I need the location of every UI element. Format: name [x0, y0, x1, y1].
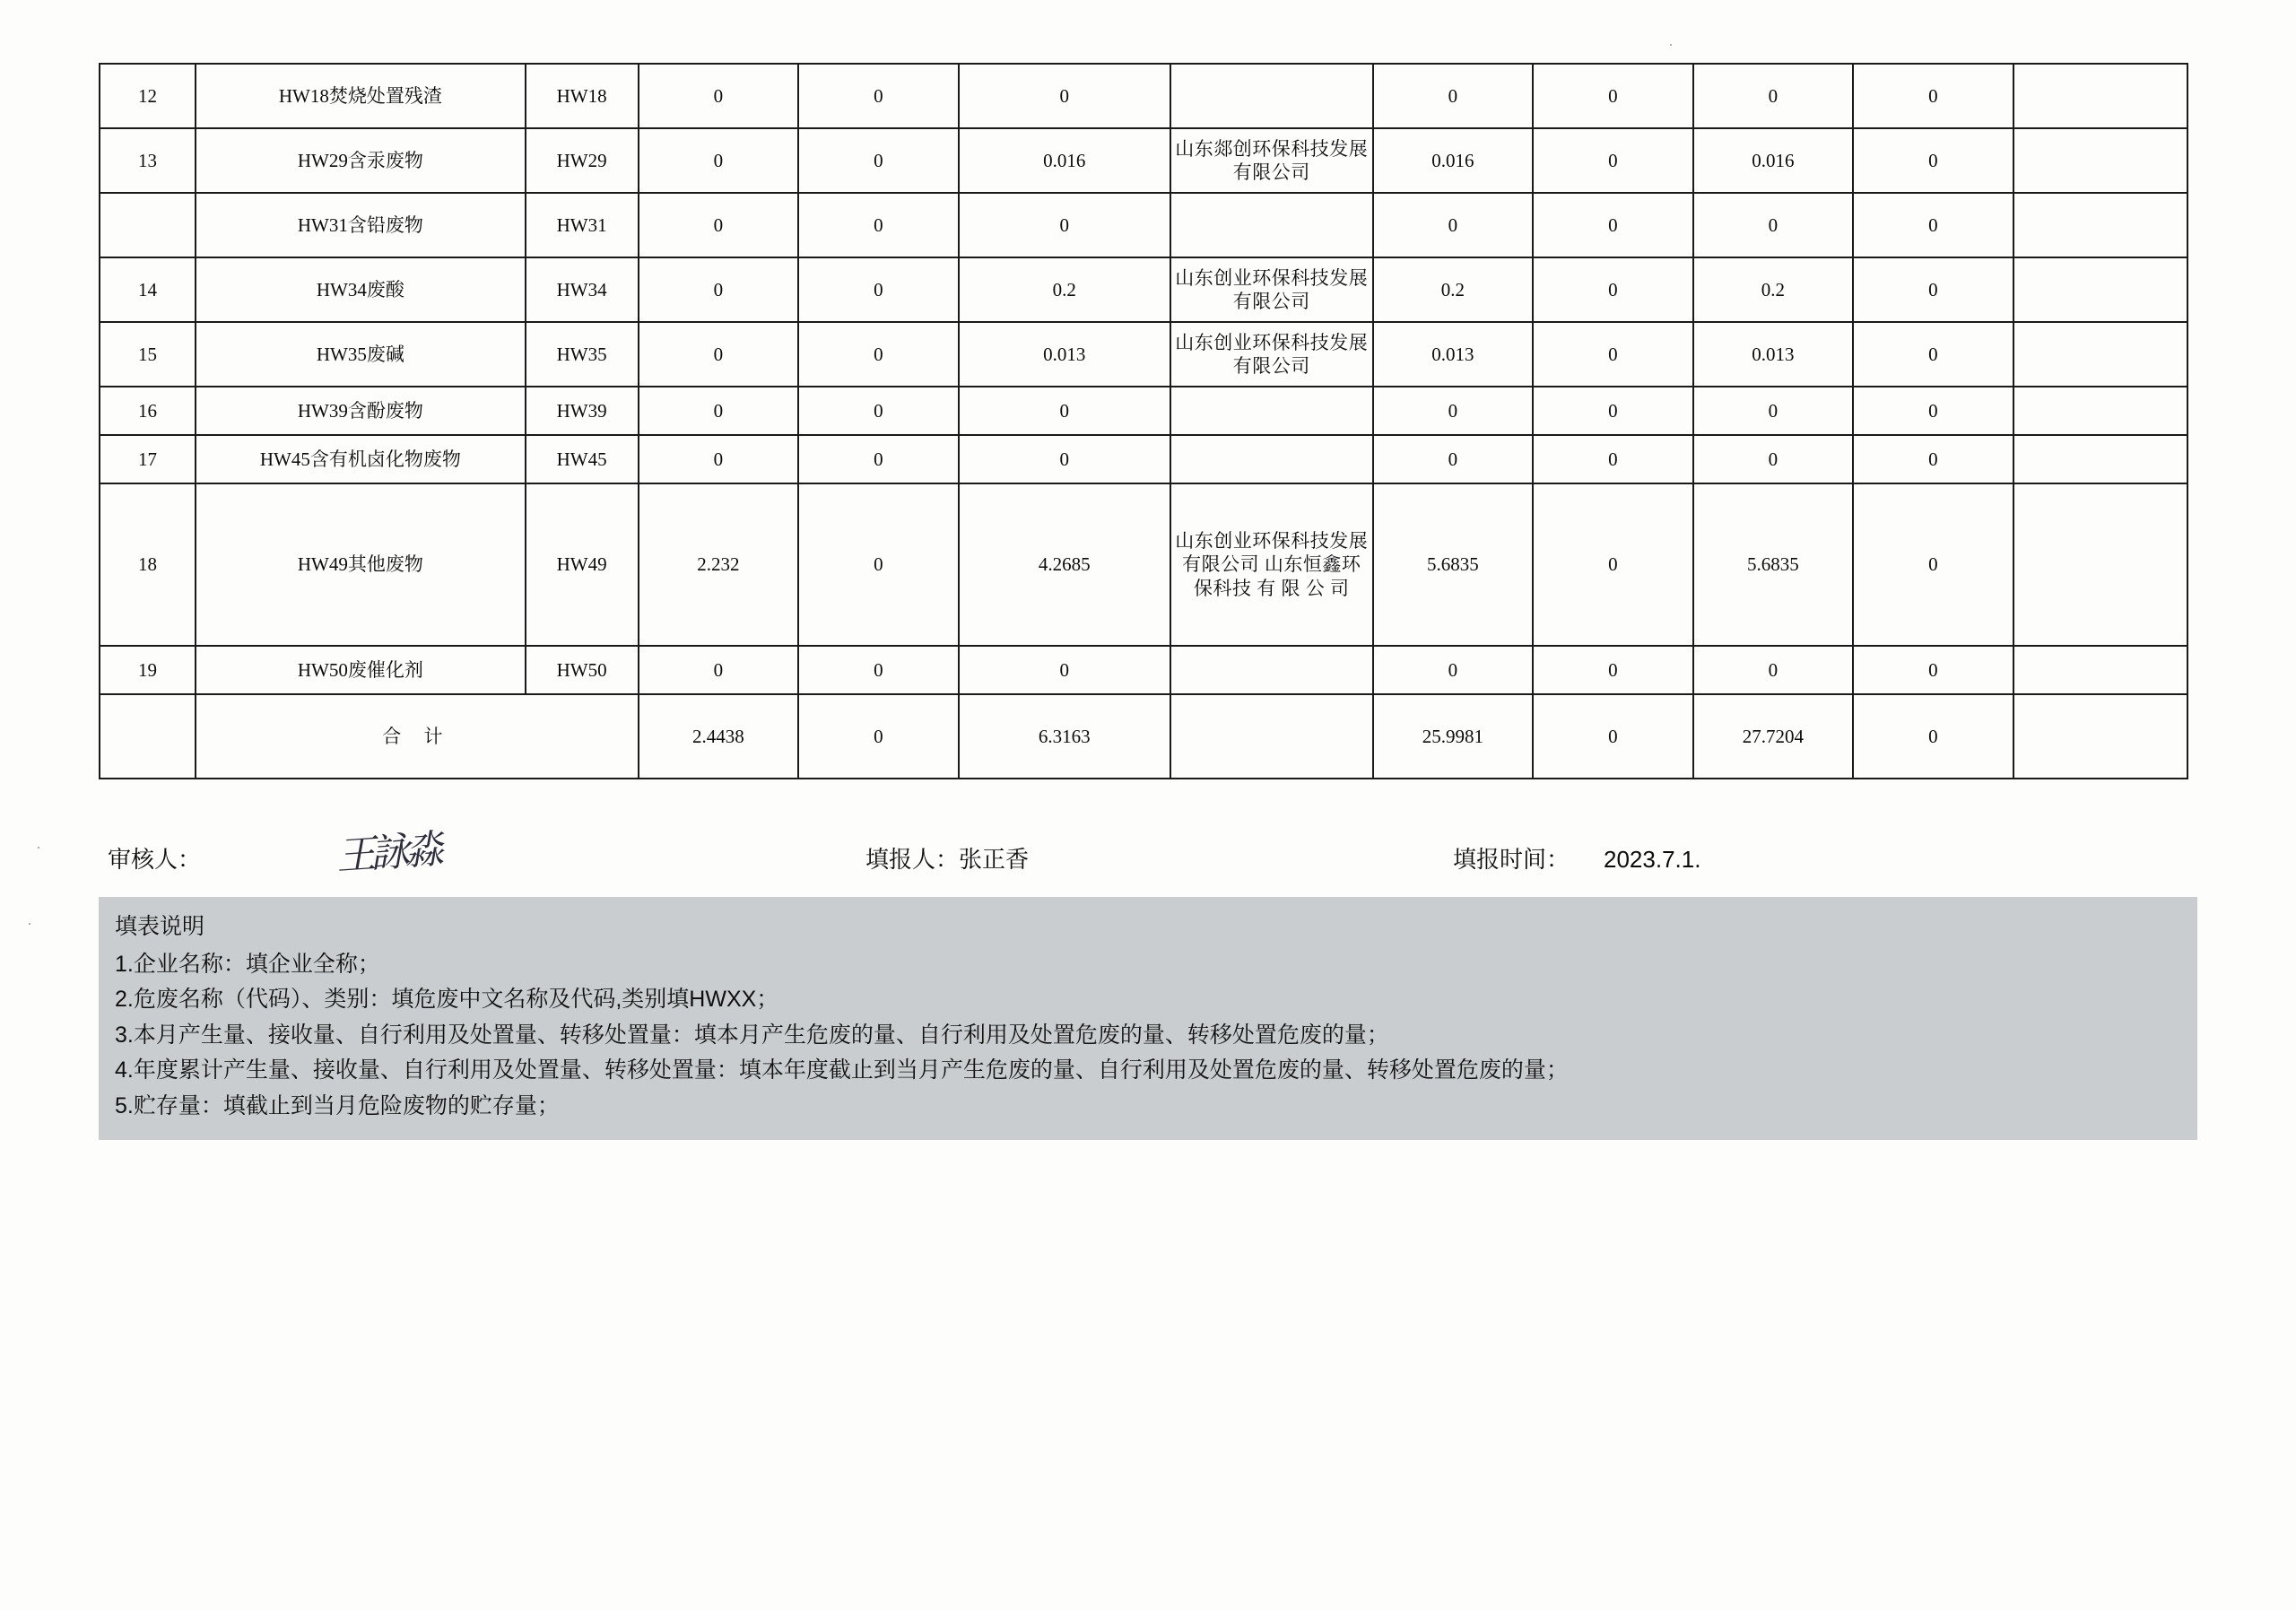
month-transferred: 0.016 — [959, 128, 1170, 193]
month-received: 0 — [798, 64, 959, 128]
scan-speckle: · — [27, 915, 32, 933]
year-transferred: 0 — [1693, 387, 1854, 435]
year-generated: 0 — [1373, 387, 1534, 435]
waste-name: HW45含有机卤化物废物 — [196, 435, 526, 483]
waste-code: HW45 — [526, 435, 639, 483]
year-generated: 0 — [1373, 64, 1534, 128]
hazardous-waste-table-wrapper — [99, 63, 2188, 779]
month-received: 0 — [798, 483, 959, 646]
waste-name: HW50废催化剂 — [196, 646, 526, 694]
submit-date-value: 2023.7.1. — [1604, 846, 1701, 873]
year-received: 0 — [1533, 128, 1693, 193]
month-generated: 0 — [639, 64, 799, 128]
auditor-signature-handwriting: 王詠淼 — [335, 826, 440, 880]
year-received: 0 — [1533, 435, 1693, 483]
receiving-organization — [1170, 646, 1373, 694]
receiving-organization: 山东创业环保科技发展有限公司 山东恒鑫环保科技 有 限 公 司 — [1170, 483, 1373, 646]
remark-cell — [2013, 646, 2187, 694]
storage-amount: 0 — [1853, 387, 2013, 435]
month-generated: 0 — [639, 435, 799, 483]
waste-code: HW31 — [526, 193, 639, 257]
storage-amount: 0 — [1853, 483, 2013, 646]
year-generated: 0.013 — [1373, 322, 1534, 387]
month-generated: 0 — [639, 257, 799, 322]
total-remark-cell — [2013, 694, 2187, 779]
row-index: 18 — [100, 483, 196, 646]
waste-code: HW49 — [526, 483, 639, 646]
total-label: 合 计 — [196, 694, 639, 779]
form-instructions — [99, 897, 2197, 1140]
filler-label: 填报人：张正香 — [865, 846, 1030, 873]
receiving-organization: 山东创业环保科技发展有限公司 — [1170, 322, 1373, 387]
year-transferred: 5.6835 — [1693, 483, 1854, 646]
signature-row — [99, 826, 2188, 897]
table-row — [100, 64, 2187, 128]
storage-amount: 0 — [1853, 193, 2013, 257]
year-received: 0 — [1533, 257, 1693, 322]
total-organization — [1170, 694, 1373, 779]
month-received: 0 — [798, 322, 959, 387]
table-row — [100, 193, 2187, 257]
year-transferred: 0 — [1693, 646, 1854, 694]
month-received: 0 — [798, 257, 959, 322]
waste-name: HW39含酚废物 — [196, 387, 526, 435]
month-generated: 2.232 — [639, 483, 799, 646]
year-generated: 0 — [1373, 646, 1534, 694]
submit-date — [1453, 841, 1700, 875]
year-generated: 0.2 — [1373, 257, 1534, 322]
instructions-title: 填表说明 — [115, 914, 205, 939]
waste-name: HW29含汞废物 — [196, 128, 526, 193]
year-transferred: 0 — [1693, 64, 1854, 128]
hazardous-waste-table — [99, 63, 2188, 779]
month-received: 0 — [798, 128, 959, 193]
total-index-cell — [100, 694, 196, 779]
scan-speckle: · — [36, 839, 41, 857]
waste-name: HW35废碱 — [196, 322, 526, 387]
month-transferred: 0 — [959, 193, 1170, 257]
scan-speckle: · — [1668, 36, 1674, 54]
month-transferred: 0.013 — [959, 322, 1170, 387]
instruction-line-4: 4.年度累计产生量、接收量、自行利用及处置量、转移处置量：填本年度截止到当月产生危废的量、自行利用及处置危废的量、转移处置危废的量； — [115, 1057, 1569, 1083]
year-received: 0 — [1533, 387, 1693, 435]
waste-code: HW34 — [526, 257, 639, 322]
remark-cell — [2013, 128, 2187, 193]
total-year-transferred: 27.7204 — [1693, 694, 1854, 779]
month-received: 0 — [798, 646, 959, 694]
waste-name: HW34废酸 — [196, 257, 526, 322]
table-total-row — [100, 694, 2187, 779]
total-year-received: 0 — [1533, 694, 1693, 779]
receiving-organization — [1170, 64, 1373, 128]
waste-code: HW18 — [526, 64, 639, 128]
year-generated: 0.016 — [1373, 128, 1534, 193]
month-transferred: 4.2685 — [959, 483, 1170, 646]
remark-cell — [2013, 257, 2187, 322]
month-received: 0 — [798, 387, 959, 435]
row-index: 16 — [100, 387, 196, 435]
waste-code: HW39 — [526, 387, 639, 435]
receiving-organization: 山东创业环保科技发展有限公司 — [1170, 257, 1373, 322]
instruction-line-1: 1.企业名称：填企业全称； — [115, 951, 380, 977]
waste-code: HW50 — [526, 646, 639, 694]
storage-amount: 0 — [1853, 64, 2013, 128]
waste-name: HW18焚烧处置残渣 — [196, 64, 526, 128]
row-index: 12 — [100, 64, 196, 128]
storage-amount: 0 — [1853, 435, 2013, 483]
year-transferred: 0.016 — [1693, 128, 1854, 193]
year-received: 0 — [1533, 64, 1693, 128]
month-transferred: 0 — [959, 435, 1170, 483]
row-index: 19 — [100, 646, 196, 694]
row-index: 13 — [100, 128, 196, 193]
remark-cell — [2013, 435, 2187, 483]
year-received: 0 — [1533, 322, 1693, 387]
total-storage: 0 — [1853, 694, 2013, 779]
row-index — [100, 193, 196, 257]
table-row — [100, 435, 2187, 483]
row-index: 14 — [100, 257, 196, 322]
row-index: 17 — [100, 435, 196, 483]
month-transferred: 0 — [959, 64, 1170, 128]
storage-amount: 0 — [1853, 257, 2013, 322]
table-row — [100, 257, 2187, 322]
storage-amount: 0 — [1853, 322, 2013, 387]
table-row — [100, 483, 2187, 646]
remark-cell — [2013, 322, 2187, 387]
month-generated: 0 — [639, 322, 799, 387]
table-row — [100, 646, 2187, 694]
total-month-transferred: 6.3163 — [959, 694, 1170, 779]
total-month-generated: 2.4438 — [639, 694, 799, 779]
waste-code: HW35 — [526, 322, 639, 387]
instruction-line-2: 2.危废名称（代码）、类别：填危废中文名称及代码,类别填HWXX； — [115, 987, 779, 1012]
remark-cell — [2013, 193, 2187, 257]
waste-name: HW31含铅废物 — [196, 193, 526, 257]
month-received: 0 — [798, 435, 959, 483]
auditor-label: 审核人： — [108, 846, 202, 873]
receiving-organization — [1170, 387, 1373, 435]
year-generated: 0 — [1373, 435, 1534, 483]
instruction-line-5: 5.贮存量：填截止到当月危险废物的贮存量； — [115, 1092, 560, 1118]
year-generated: 0 — [1373, 193, 1534, 257]
table-row — [100, 322, 2187, 387]
receiving-organization — [1170, 193, 1373, 257]
month-generated: 0 — [639, 646, 799, 694]
total-month-received: 0 — [798, 694, 959, 779]
row-index: 15 — [100, 322, 196, 387]
storage-amount: 0 — [1853, 128, 2013, 193]
month-received: 0 — [798, 193, 959, 257]
waste-name: HW49其他废物 — [196, 483, 526, 646]
month-transferred: 0 — [959, 387, 1170, 435]
year-received: 0 — [1533, 193, 1693, 257]
receiving-organization — [1170, 435, 1373, 483]
year-transferred: 0 — [1693, 193, 1854, 257]
waste-code: HW29 — [526, 128, 639, 193]
remark-cell — [2013, 483, 2187, 646]
year-received: 0 — [1533, 646, 1693, 694]
submit-date-label: 填报时间： — [1453, 846, 1570, 873]
year-transferred: 0.013 — [1693, 322, 1854, 387]
remark-cell — [2013, 64, 2187, 128]
year-transferred: 0.2 — [1693, 257, 1854, 322]
table-body — [100, 64, 2187, 779]
table-row — [100, 387, 2187, 435]
year-transferred: 0 — [1693, 435, 1854, 483]
instruction-line-3: 3.本月产生量、接收量、自行利用及处置量、转移处置量：填本月产生危废的量、自行利用及处置危废的量、转移处置危废的量； — [115, 1022, 1389, 1048]
month-transferred: 0.2 — [959, 257, 1170, 322]
table-row — [100, 128, 2187, 193]
total-year-generated: 25.9981 — [1373, 694, 1534, 779]
receiving-organization: 山东郯创环保科技发展有限公司 — [1170, 128, 1373, 193]
storage-amount: 0 — [1853, 646, 2013, 694]
remark-cell — [2013, 387, 2187, 435]
month-generated: 0 — [639, 193, 799, 257]
month-generated: 0 — [639, 387, 799, 435]
year-generated: 5.6835 — [1373, 483, 1534, 646]
month-transferred: 0 — [959, 646, 1170, 694]
year-received: 0 — [1533, 483, 1693, 646]
month-generated: 0 — [639, 128, 799, 193]
